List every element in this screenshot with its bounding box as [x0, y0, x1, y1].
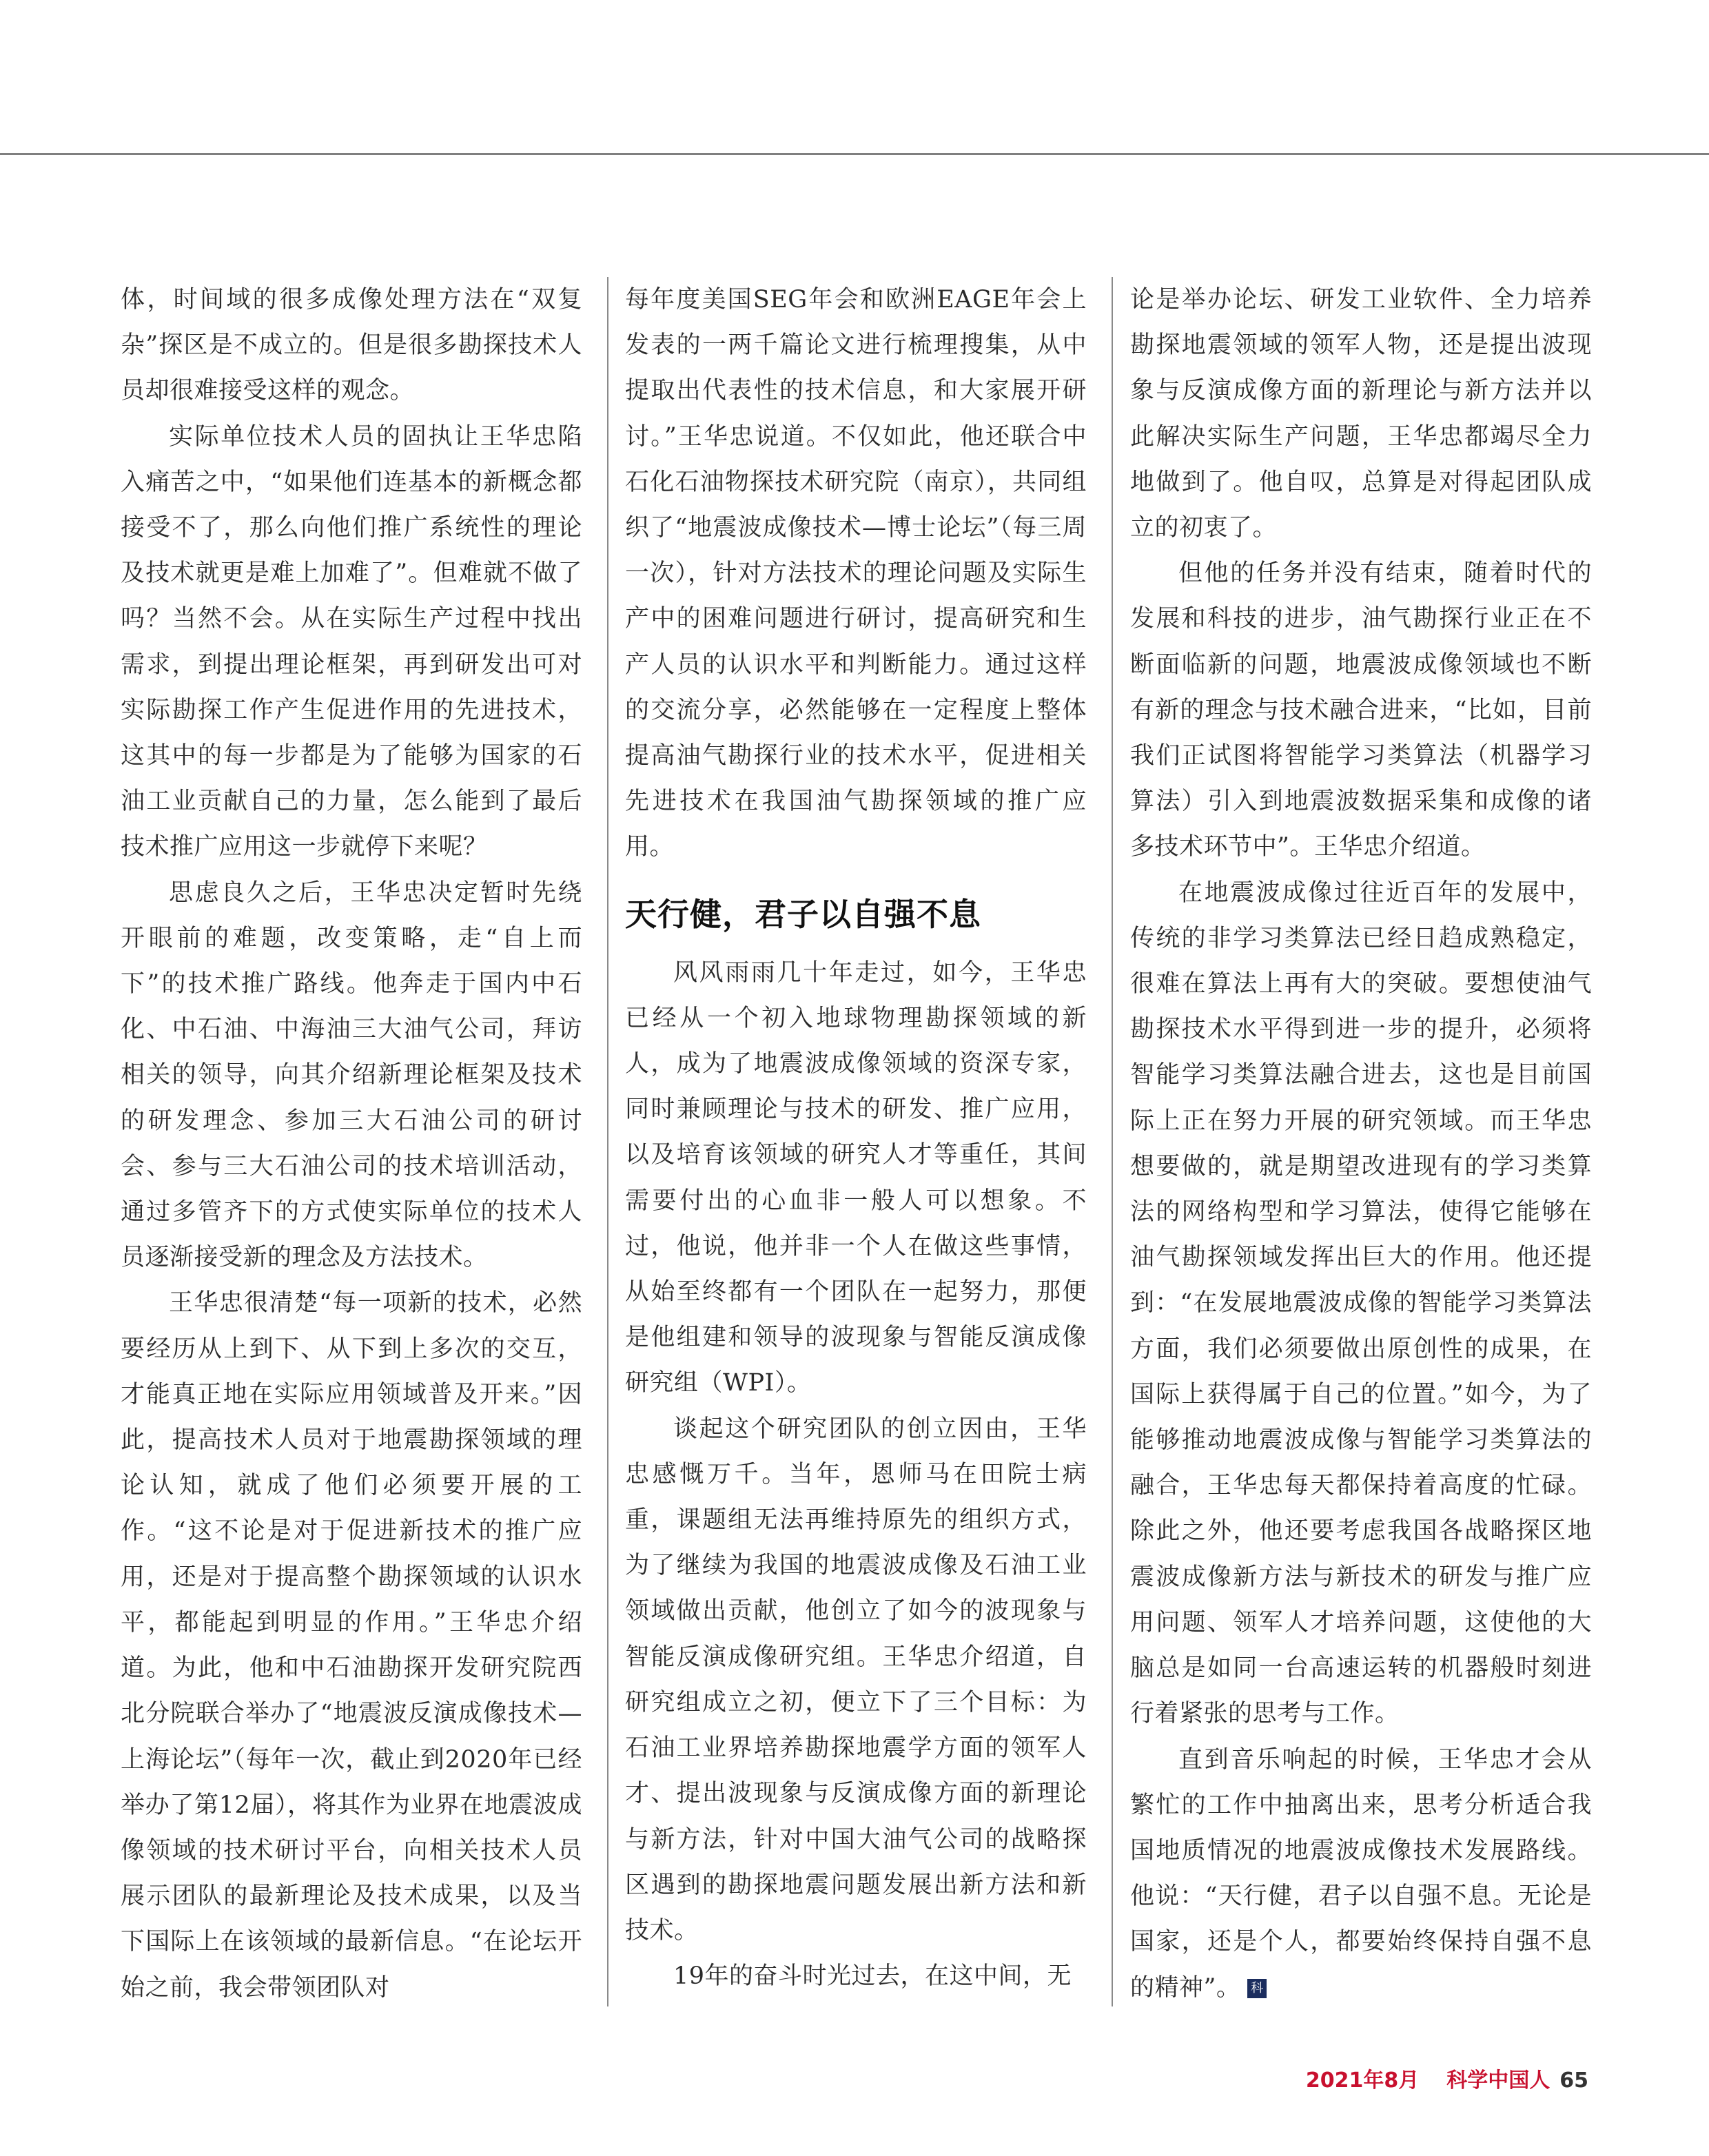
paragraph-text: 直到音乐响起的时候，王华忠才会从繁忙的工作中抽离出来，思考分析适合我国地质情况的地震波成像技术发展路线。他说：“天行健，君子以自强不息。无论是国家，还是个人，都要始终保持自强不息的精神”。	[1130, 1745, 1592, 2002]
column-divider-1	[607, 277, 608, 2006]
paragraph: 王华忠很清楚“每一项新的技术，必然要经历从上到下、从下到上多次的交互，才能真正地在实际应用领域普及开来。”因此，提高技术人员对于地震勘探领域的理论认知，就成了他们必须要开展的工作。“这不论是对于促进新技术的推广应用，还是对于提高整个勘探领域的认识水平，都能起到明显的作用。”王华忠介绍道。为此，他和中石油勘探开发研究院西北分院联合举办了“地震波反演成像技术—上海论坛”（每年一次，截止到2020年已经举办了第12届），将其作为业界在地震波成像领域的技术研讨平台，向相关技术人员展示团队的最新理论及技术成果，以及当下国际上在该领域的最新信息。“在论坛开始之前，我会带领团队对	[121, 1289, 582, 2002]
paragraph: 19年的奋斗时光过去，在这中间，无	[673, 1962, 1072, 1991]
page-number: 65	[1559, 2068, 1588, 2093]
page-footer	[1306, 2064, 1588, 2098]
paragraph: 每年度美国SEG年会和欧洲EAGE年会上发表的一两千篇论文进行梳理搜集，从中提取出代表性的技术信息，和大家展开研讨。”王华忠说道。不仅如此，他还联合中石化石油物探技术研究院（南京），共同组织了“地震波成像技术—博士论坛”（每三周一次），针对方法技术的理论问题及实际生产中的困难问题进行研讨，提高研究和生产人员的认识水平和判断能力。通过这样的交流分享，必然能够在一定程度上整体提高油气勘探行业的技术水平，促进相关先进技术在我国油气勘探领域的推广应用。	[625, 286, 1087, 861]
paragraph: 论是举办论坛、研发工业软件、全力培养勘探地震领域的领军人物，还是提出波现象与反演成像方面的新理论与新方法并以此解决实际生产问题，王华忠都竭尽全力地做到了。他自叹，总算是对得起团队成立的初衷了。	[1130, 286, 1592, 542]
article-column-1	[121, 277, 582, 2011]
issue-date: 2021年8月	[1305, 2068, 1420, 2093]
article-column-2	[625, 277, 1087, 1999]
paragraph	[1130, 1737, 1592, 2011]
paragraph: 谈起这个研究团队的创立因由，王华忠感慨万千。当年，恩师马在田院士病重，课题组无法再维持原先的组织方式，为了继续为我国的地震波成像及石油工业领域做出贡献，他创立了如今的波现象与智能反演成像研究组。王华忠介绍道，自研究组成立之初，便立下了三个目标：为石油工业界培养勘探地震学方面的领军人才、提出波现象与反演成像方面的新理论与新方法，针对中国大油气公司的战略探区遇到的勘探地震问题发展出新方法和新技术。	[625, 1415, 1087, 1944]
magazine-name: 科学中国人	[1446, 2068, 1551, 2093]
paragraph: 体，时间域的很多成像处理方法在“双复杂”探区是不成立的。但是很多勘探技术人员却很难接受这样的观念。	[121, 286, 582, 405]
column-divider-2	[1112, 277, 1113, 2006]
section-heading: 天行健，君子以自强不息	[625, 895, 981, 933]
paragraph: 思虑良久之后，王华忠决定暂时先绕开眼前的难题，改变策略，走“自上而下”的技术推广路线。他奔走于国内中石化、中石油、中海油三大油气公司，拜访相关的领导，向其介绍新理论框架及技术的研发理念、参加三大石油公司的研讨会、参与三大石油公司的技术培训活动，通过多管齐下的方式使实际单位的技术人员逐渐接受新的理念及方法技术。	[121, 879, 582, 1272]
paragraph: 实际单位技术人员的固执让王华忠陷入痛苦之中，“如果他们连基本的新概念都接受不了，那么向他们推广系统性的理论及技术就更是难上加难了”。但难就不做了吗？当然不会。从在实际生产过程中找出需求，到提出理论框架，再到研发出可对实际勘探工作产生促进作用的先进技术，这其中的每一步都是为了能够为国家的石油工业贡献自己的力量，怎么能到了最后技术推广应用这一步就停下来呢？	[121, 422, 582, 861]
paragraph: 在地震波成像过往近百年的发展中，传统的非学习类算法已经日趋成熟稳定，很难在算法上再有大的突破。要想使油气勘探技术水平得到进一步的提升，必须将智能学习类算法融合进去，这也是目前国际上正在努力开展的研究领域。而王华忠想要做的，就是期望改进现有的学习类算法的网络构型和学习算法，使得它能够在油气勘探领域发挥出巨大的作用。他还提到：“在发展地震波成像的智能学习类算法方面，我们必须要做出原创性的成果，在国际上获得属于自己的位置。”如今，为了能够推动地震波成像与智能学习类算法的融合，王华忠每天都保持着高度的忙碌。除此之外，他还要考虑我国各战略探区地震波成像新方法与新技术的研发与推广应用问题、领军人才培养问题，这使他的大脑总是如同一台高速运转的机器般时刻进行着紧张的思考与工作。	[1130, 879, 1592, 1728]
paragraph: 风风雨雨几十年走过，如今，王华忠已经从一个初入地球物理勘探领域的新人，成为了地震波成像领域的资深专家，同时兼顾理论与技术的研发、推广应用，以及培育该领域的研究人才等重任，其间需要付出的心血非一般人可以想象。不过，他说，他并非一个人在做这些事情，从始至终都有一个团队在一起努力，那便是他组建和领导的波现象与智能反演成像研究组（WPI）。	[625, 958, 1087, 1397]
article-end-mark-icon: 科	[1247, 1979, 1267, 1998]
paragraph: 但他的任务并没有结束，随着时代的发展和科技的进步，油气勘探行业正在不断面临新的问题，地震波成像领域也不断有新的理念与技术融合进来，“比如，目前我们正试图将智能学习类算法（机器学习算法）引入到地震波数据采集和成像的诸多技术环节中”。王华忠介绍道。	[1130, 559, 1592, 861]
article-column-3	[1130, 277, 1592, 2011]
header-rule	[0, 153, 1709, 155]
